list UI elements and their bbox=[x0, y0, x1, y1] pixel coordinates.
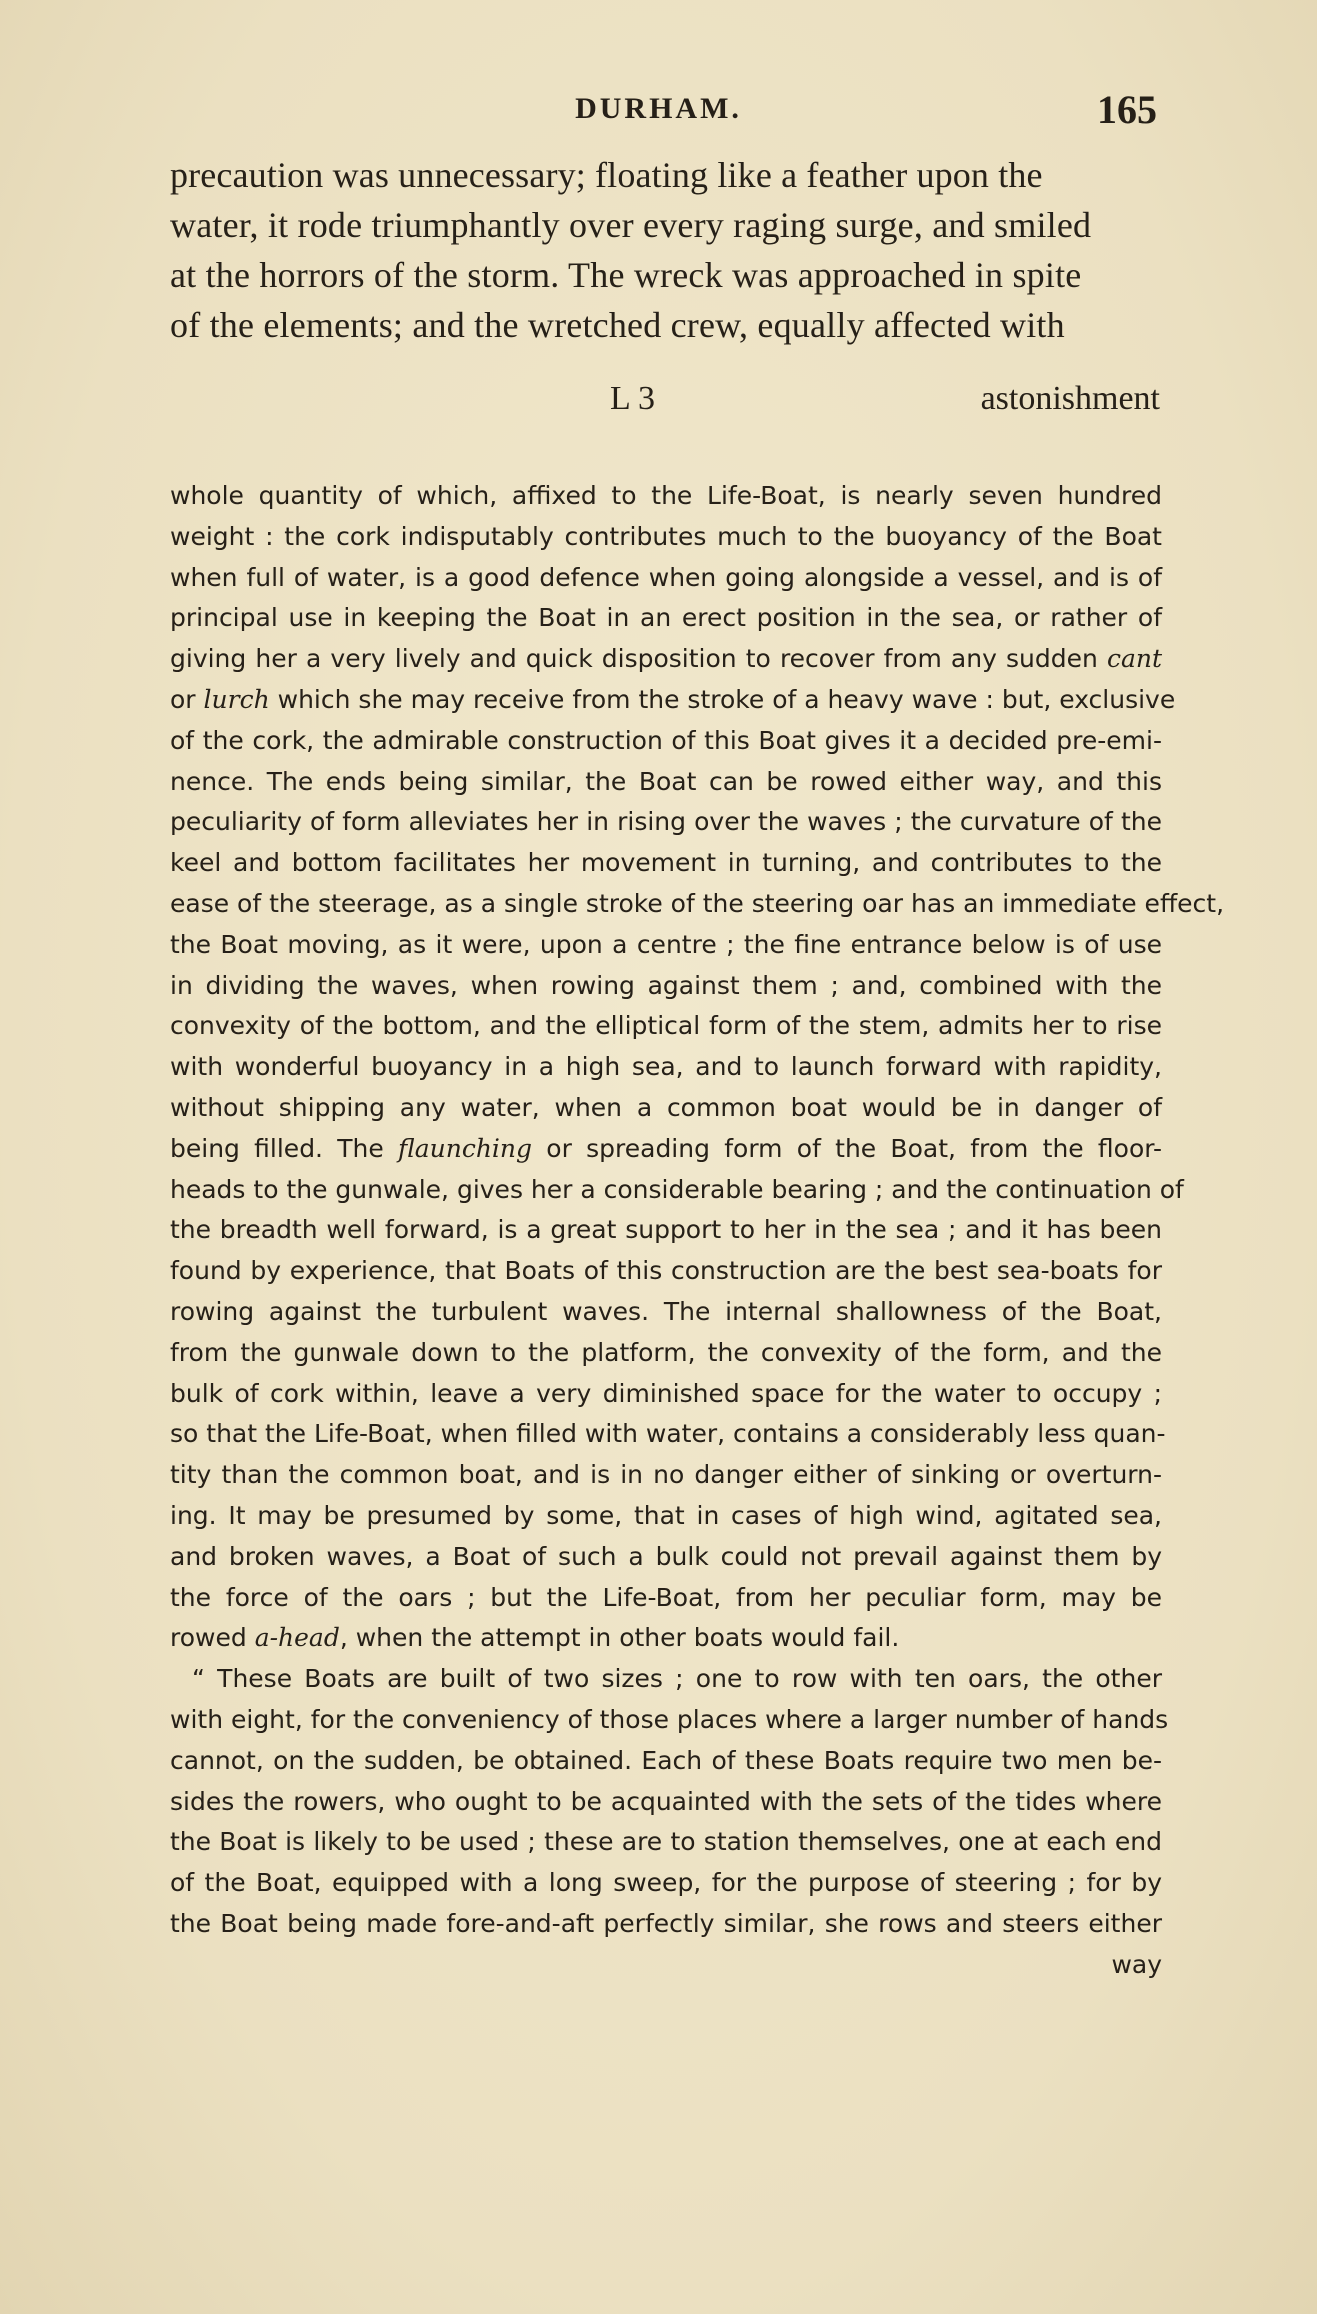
footnote-line: bulk of cork within, leave a very diminished space for the water to occupy ; bbox=[170, 1378, 1162, 1408]
running-title: DURHAM. bbox=[575, 92, 742, 125]
footnote-line: keel and bottom facilitates her movement in turning, and contributes to the bbox=[170, 848, 1162, 878]
footnote-line: and broken waves, a Boat of such a bulk could not prevail against them by bbox=[170, 1541, 1162, 1571]
footnote-line bbox=[170, 639, 1162, 680]
footnote-line: ing. It may be presumed by some, that in cases of high wind, agitated sea, bbox=[170, 1500, 1162, 1530]
main-text-block bbox=[170, 150, 1160, 350]
italic-word: a-head bbox=[254, 1623, 340, 1653]
footnote-line: with eight, for the conveniency of those places where a larger number of hands bbox=[170, 1704, 1169, 1734]
footnote-line: from the gunwale down to the platform, the convexity of the form, and the bbox=[170, 1337, 1162, 1367]
signature-mark: L 3 bbox=[610, 380, 656, 417]
footnote-line: with wonderful buoyancy in a high sea, and to launch forward with rapidity, bbox=[170, 1052, 1162, 1082]
footnote-line: the Boat moving, as it were, upon a centre ; the fine entrance below is of use bbox=[170, 929, 1162, 959]
footnote-line: when full of water, is a good defence when going alongside a vessel, and is of bbox=[170, 562, 1162, 592]
body-line: of the elements; and the wretched crew, equally affected with bbox=[170, 305, 1065, 345]
footnote-line: rowing against the turbulent waves. The internal shallowness of the Boat, bbox=[170, 1296, 1162, 1326]
footnote-line: in dividing the waves, when rowing against them ; and, combined with the bbox=[170, 970, 1162, 1000]
footnote-line bbox=[170, 1129, 1162, 1170]
body-line: water, it rode triumphantly over every raging surge, and smiled bbox=[170, 205, 1092, 245]
page-number: 165 bbox=[1097, 87, 1157, 132]
footnote-line: the Boat being made fore-and-aft perfectly similar, she rows and steers either bbox=[170, 1908, 1162, 1938]
footnote-line: tity than the common boat, and is in no danger either of sinking or overturn- bbox=[170, 1460, 1162, 1490]
footnote-line bbox=[170, 1618, 1162, 1659]
footnote-line: of the cork, the admirable construction of this Boat gives it a decided pre-emi- bbox=[170, 725, 1162, 755]
footnote-text: which she may receive from the stroke of a heavy wave : but, exclusive bbox=[277, 684, 1176, 714]
footnote-line: the Boat is likely to be used ; these are to station themselves, one at each end bbox=[170, 1827, 1162, 1857]
footnote-line: of the Boat, equipped with a long sweep, for the purpose of steering ; for by bbox=[170, 1868, 1162, 1898]
footnote-text: or bbox=[170, 684, 196, 714]
body-line: precaution was unnecessary; floating like a feather upon the bbox=[170, 155, 1043, 195]
italic-word: cant bbox=[1106, 644, 1162, 674]
footnote-line: heads to the gunwale, gives her a considerable bearing ; and the continuation of bbox=[170, 1174, 1184, 1204]
footnote-line: principal use in keeping the Boat in an erect position in the sea, or rather of bbox=[170, 603, 1162, 633]
footnote-line: whole quantity of which, affixed to the Life-Boat, is nearly seven hundred bbox=[170, 481, 1162, 510]
footnote-line: the force of the oars ; but the Life-Boat, from her peculiar form, may be bbox=[170, 1582, 1162, 1612]
italic-word: flaunching bbox=[398, 1133, 533, 1163]
footnote-block bbox=[170, 476, 1225, 1985]
footnote-line bbox=[170, 680, 1176, 721]
footnote-line: cannot, on the sudden, be obtained. Each of these Boats require two men be- bbox=[170, 1745, 1162, 1775]
footnote-text: or spreading form of the Boat, from the floor- bbox=[546, 1133, 1162, 1163]
footnote-line: nence. The ends being similar, the Boat can be rowed either way, and this bbox=[170, 766, 1162, 796]
catchword: astonishment bbox=[980, 380, 1160, 417]
footnote-text: rowed bbox=[170, 1623, 247, 1653]
italic-word: lurch bbox=[203, 684, 270, 714]
footnote-line: weight : the cork indisputably contributes much to the buoyancy of the Boat bbox=[170, 521, 1162, 551]
footnote-text: giving her a very lively and quick disposition to recover from any sudden bbox=[170, 644, 1098, 674]
body-line: at the horrors of the storm. The wreck was approached in spite bbox=[170, 255, 1082, 295]
footnote-text: being filled. The bbox=[170, 1133, 384, 1163]
footnote-line: so that the Life-Boat, when filled with water, contains a considerably less quan- bbox=[170, 1419, 1166, 1449]
footnote-text: , when the attempt in other boats would fail. bbox=[339, 1623, 900, 1653]
footnote-line: convexity of the bottom, and the elliptical form of the stem, admits her to rise bbox=[170, 1011, 1162, 1041]
footnote-line: sides the rowers, who ought to be acquainted with the sets of the tides where bbox=[170, 1786, 1162, 1816]
footnote-line: without shipping any water, when a common boat would be in danger of bbox=[170, 1092, 1162, 1122]
footnote-line: peculiarity of form alleviates her in rising over the waves ; the curvature of the bbox=[170, 807, 1162, 837]
footnote-line: found by experience, that Boats of this construction are the best sea-boats for bbox=[170, 1256, 1162, 1286]
footnote-line: “ These Boats are built of two sizes ; one to row with ten oars, the other bbox=[192, 1664, 1162, 1694]
footnote-line: ease of the steerage, as a single stroke of the steering oar has an immediate effect, bbox=[170, 888, 1225, 918]
footnote-catchword: way bbox=[1111, 1949, 1162, 1979]
footnote-line: the breadth well forward, is a great support to her in the sea ; and it has been bbox=[170, 1215, 1162, 1245]
